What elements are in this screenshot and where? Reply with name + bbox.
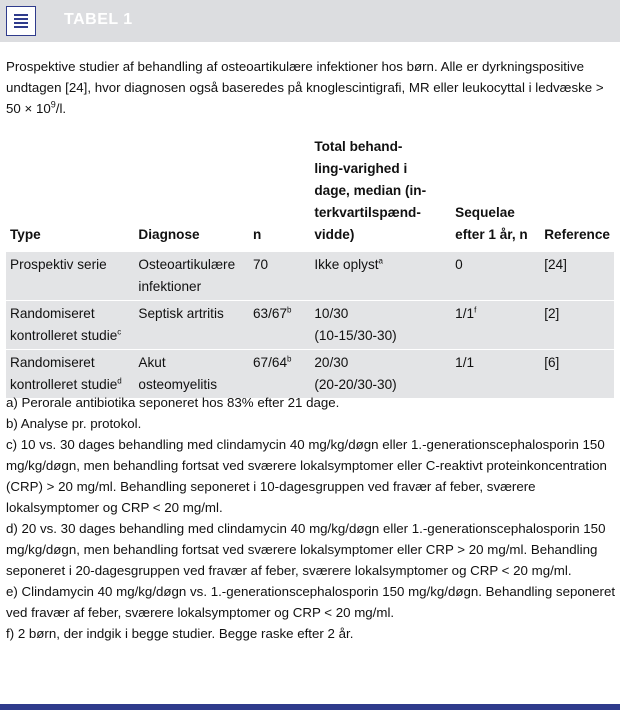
cell-duration: Ikke oplyst$^a$ [310, 252, 451, 301]
cell-n: 70 [249, 252, 310, 301]
col-header-duration: Total behand- ling-varighed i dage, median (in- terkvartilspænd- vidde) [314, 139, 427, 242]
cell-n: 63/67$^b$ [249, 301, 310, 350]
footnote-f: f) 2 børn, der indgik i begge studier. Begge raske efter 2 år. [6, 626, 354, 641]
table-row [6, 252, 614, 301]
cell-sequelae: 1/1$^f$ [451, 301, 540, 350]
col-header-n: n [252, 227, 262, 242]
cell-reference: [2] [540, 301, 614, 350]
bottom-rule [0, 704, 620, 710]
cell-sequelae: 1/1 [451, 350, 540, 399]
footnote-d: d) 20 vs. 30 dages behandling med clindamycin 40 mg/kg/døgn eller 1.-generationscephalosporin 150 mg/kg/døgn, men behandling fortsat ved sværere lokalsymptomer eller CRP > 20 mg/ml. Behandling seponeret i 20-dagesgruppen ved fravær af feber, sværere lokalsymptomer og CRP < 20 mg/ml. [6, 521, 606, 578]
cell-diagnose: Akut osteomyelitis [134, 350, 249, 399]
footnote-c: c) 10 vs. 30 dages behandling med clindamycin 40 mg/kg/døgn eller 1.-generationscephalosporin 150 mg/kg/døgn, men behandling fortsat ved sværere lokalsymptomer eller C-reaktivt proteinkoncentration (CRP) > 20 mg/ml. Behandling seponeret i 10-dagesgruppen ved fravær af feber, sværere lokalsymptomer og CRP < 20 mg/ml. [6, 437, 607, 515]
table-row [6, 350, 614, 399]
col-header-reference: Reference [544, 227, 610, 242]
cell-type: Randomiseret kontrolleret studie$^d$ [6, 350, 134, 399]
table-footnotes [6, 392, 616, 644]
cell-duration: 20/30 (20-20/30-30) [310, 350, 451, 399]
cell-n: 67/64$^b$ [249, 350, 310, 399]
footnote-b: b) Analyse pr. protokol. [6, 416, 142, 431]
col-header-diagnose: Diagnose [138, 227, 200, 242]
col-header-type: Type [10, 227, 41, 242]
table-caption: Prospektive studier af behandling af osteoartikulære infektioner hos børn. Alle er dyrkningspositive undtagen [24], hvor diagnosen også baseredes på knoglescintigrafi, MR eller leukocyttal i ledvæske > $50 \times 10^9/l$. [6, 59, 604, 116]
cell-duration: 10/30 (10-15/30-30) [310, 301, 451, 350]
table-header-bar [0, 0, 620, 42]
document-lines-icon [6, 6, 36, 36]
footnote-a: a) Perorale antibiotika seponeret hos 83% efter 21 dage. [6, 395, 340, 410]
cell-type: Randomiseret kontrolleret studie$^c$ [6, 301, 134, 350]
cell-diagnose: Osteoartikulære infektioner [134, 252, 249, 301]
study-table [6, 136, 614, 398]
col-header-sequelae: Sequelae efter 1 år, n [455, 205, 528, 242]
table-row [6, 301, 614, 350]
cell-reference: [6] [540, 350, 614, 399]
cell-reference: [24] [540, 252, 614, 301]
table-header-row [6, 136, 614, 252]
cell-type: Prospektiv serie [6, 252, 134, 301]
table-title: TABEL 1 [64, 11, 133, 28]
cell-diagnose: Septisk artritis [134, 301, 249, 350]
footnote-e: e) Clindamycin 40 mg/kg/døgn vs. 1.-generationscephalosporin 150 mg/kg/døgn. Behandling seponeret ved fravær af feber, sværere lokalsymptomer og CRP < 20 mg/ml. [6, 584, 616, 620]
cell-sequelae: 0 [451, 252, 540, 301]
